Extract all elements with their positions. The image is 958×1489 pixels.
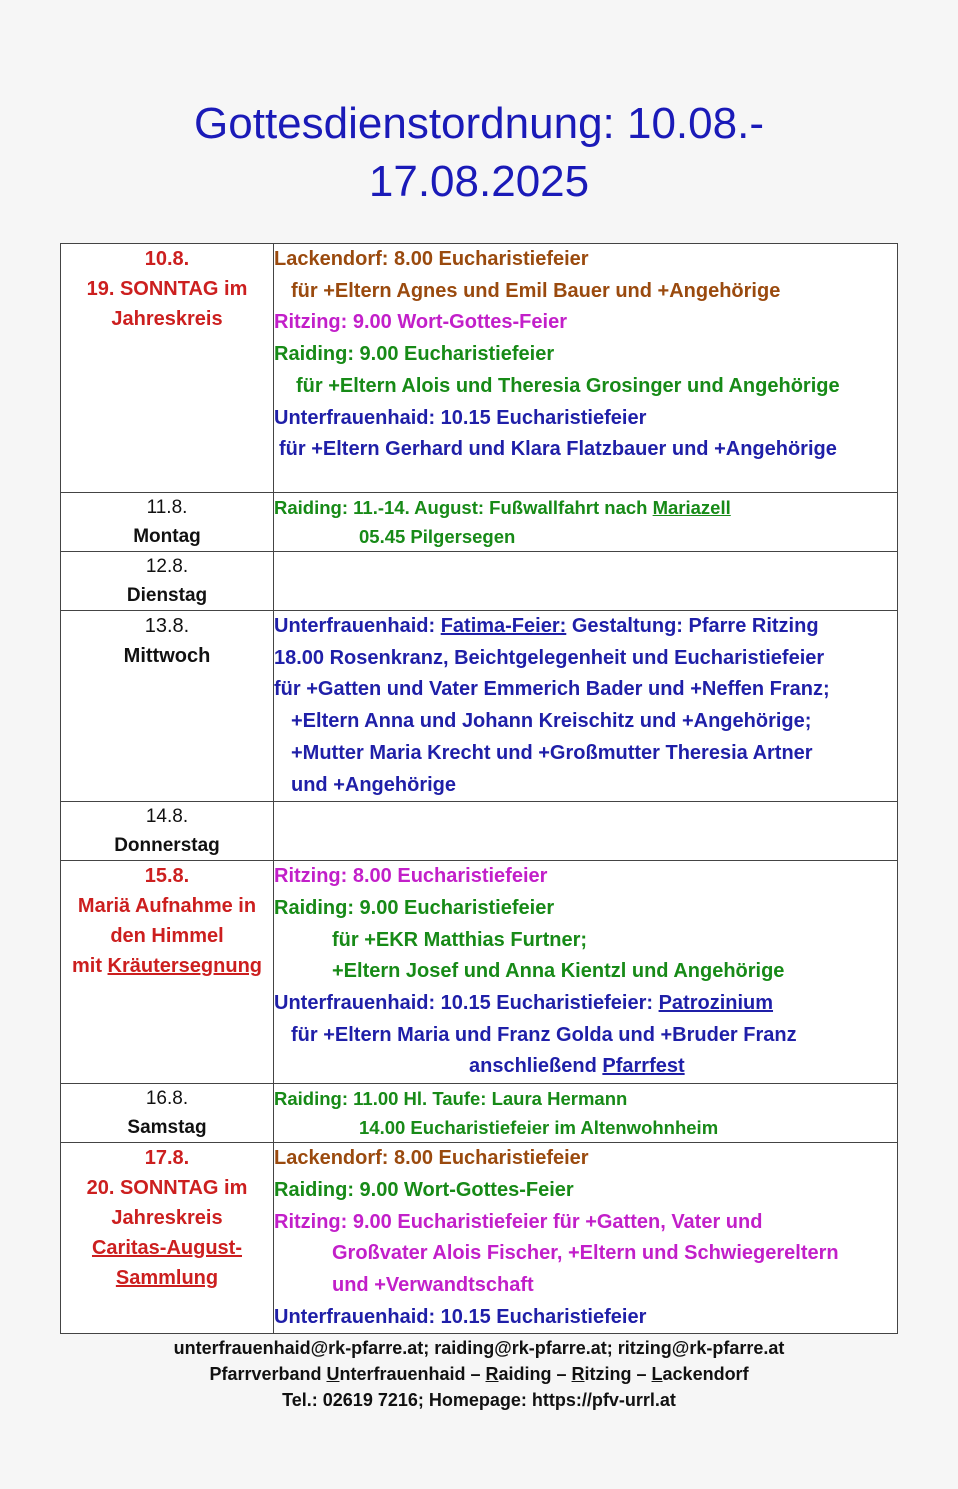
day-name: [61, 1263, 273, 1293]
footer-initial: L: [651, 1364, 663, 1384]
event-line: +Eltern Anna und Johann Kreischitz und +Angehörige;: [291, 710, 812, 733]
event-line: +Eltern Josef und Anna Kientzl und Angehörige: [332, 960, 785, 983]
event-line: für +Gatten und Vater Emmerich Bader und +Neffen Franz;: [274, 678, 830, 701]
day-name: Jahreskreis: [111, 308, 223, 330]
footer-emails[interactable]: unterfrauenhaid@rk-pfarre.at; raiding@rk-pfarre.at; ritzing@rk-pfarre.at: [173, 1338, 785, 1358]
events-cell: [274, 611, 898, 802]
day-weekday: Donnerstag: [114, 835, 220, 857]
event-line: Unterfrauenhaid: 10.15 Eucharistiefeier: [274, 406, 647, 429]
day-date: 11.8.: [146, 497, 188, 518]
event-line: [274, 1051, 897, 1083]
page-title: [0, 95, 958, 211]
event-text: Raiding: 11.-14. August: Fußwallfahrt nach: [274, 497, 648, 518]
event-line: Raiding: 11.00 Hl. Taufe: Laura Hermann: [274, 1088, 628, 1110]
day-date: 12.8.: [145, 556, 189, 577]
day-date: 13.8.: [144, 615, 190, 637]
day-date: 14.8.: [145, 806, 189, 828]
pfarrfest-link[interactable]: Pfarrfest: [602, 1055, 685, 1078]
day-date: 16.8.: [145, 1088, 189, 1110]
table-row: [61, 611, 898, 802]
event-line: [274, 611, 897, 643]
event-line: für +Eltern Maria und Franz Golda und +Bruder Franz: [291, 1023, 797, 1046]
table-row: [61, 493, 898, 552]
table-row: [61, 1084, 898, 1143]
day-cell: [61, 802, 274, 861]
footer-text: itzing –: [584, 1364, 652, 1384]
footer-pfarrverband: [0, 1361, 958, 1387]
event-line: Raiding: 9.00 Wort-Gottes-Feier: [274, 1178, 574, 1201]
day-name: den Himmel: [110, 925, 224, 948]
event-line: für +Eltern Alois und Theresia Grosinger und Angehörige: [296, 374, 840, 397]
day-date: 17.8.: [144, 1147, 190, 1170]
day-weekday: Montag: [133, 526, 201, 547]
day-cell: [61, 552, 274, 611]
table-row: [61, 861, 898, 1084]
day-date: 10.8.: [144, 248, 190, 270]
table-row: [61, 802, 898, 861]
day-name: Jahreskreis: [111, 1207, 223, 1230]
table-row: [61, 1143, 898, 1334]
caritas-link[interactable]: Caritas-August-: [91, 1237, 242, 1260]
event-line: und +Angehörige: [291, 773, 456, 796]
day-name: [61, 951, 273, 981]
fatima-feier-link[interactable]: Fatima-Feier:: [440, 615, 567, 637]
table-row: [61, 552, 898, 611]
event-line: Ritzing: 9.00 Wort-Gottes-Feier: [274, 311, 567, 334]
event-line: 18.00 Rosenkranz, Beichtgelegenheit und Eucharistiefeier: [274, 646, 825, 669]
event-line: 05.45 Pilgersegen: [359, 526, 516, 547]
event-line: Ritzing: 9.00 Eucharistiefeier für +Gatten, Vater und: [274, 1210, 763, 1233]
event-text: anschließend: [469, 1055, 597, 1078]
footer-initial: R: [571, 1364, 585, 1384]
event-line: +Mutter Maria Krecht und +Großmutter Theresia Artner: [291, 741, 813, 764]
footer-text: Pfarrverband: [209, 1364, 327, 1384]
event-line: Raiding: 9.00 Eucharistiefeier: [274, 343, 555, 366]
kraeutersegnung-link[interactable]: Kräutersegnung: [107, 955, 263, 978]
events-cell: [274, 1084, 898, 1143]
footer: [0, 1335, 958, 1413]
events-cell: [274, 861, 898, 1084]
day-name: 19. SONNTAG im: [86, 278, 248, 300]
title-line-2: 17.08.2025: [368, 157, 590, 206]
event-text: Gestaltung: Pfarre Ritzing: [571, 615, 819, 637]
day-cell: [61, 861, 274, 1084]
day-cell: [61, 611, 274, 802]
day-weekday: Dienstag: [126, 585, 208, 606]
day-name: 20. SONNTAG im: [86, 1177, 248, 1200]
footer-text: ackendorf: [662, 1364, 749, 1384]
event-line: Großvater Alois Fischer, +Eltern und Schwiegereltern: [332, 1242, 839, 1265]
footer-text: nterfrauenhaid –: [339, 1364, 486, 1384]
event-line: [274, 493, 897, 522]
event-line: Raiding: 9.00 Eucharistiefeier: [274, 896, 555, 919]
event-line: für +Eltern Agnes und Emil Bauer und +Angehörige: [291, 279, 781, 302]
footer-text: aiding –: [498, 1364, 572, 1384]
day-cell: [61, 493, 274, 552]
event-line: [274, 988, 897, 1020]
event-line: Lackendorf: 8.00 Eucharistiefeier: [274, 248, 589, 270]
events-cell: [274, 552, 898, 611]
schedule-table: [60, 243, 898, 1334]
event-line: Ritzing: 8.00 Eucharistiefeier: [274, 865, 548, 888]
mariazell-link[interactable]: Mariazell: [652, 497, 731, 518]
caritas-link[interactable]: Sammlung: [115, 1267, 219, 1290]
events-cell: [274, 244, 898, 493]
day-weekday: Mittwoch: [123, 645, 211, 667]
day-date: 15.8.: [144, 865, 190, 888]
event-line: 14.00 Eucharistiefeier im Altenwohnheim: [359, 1117, 719, 1139]
event-line: Lackendorf: 8.00 Eucharistiefeier: [274, 1147, 589, 1170]
event-line: für +Eltern Gerhard und Klara Flatzbauer und +Angehörige: [279, 438, 837, 461]
day-cell: [61, 1084, 274, 1143]
patrozinium-link[interactable]: Patrozinium: [658, 992, 774, 1015]
events-cell: [274, 493, 898, 552]
table-row: [61, 244, 898, 493]
footer-contact[interactable]: Tel.: 02619 7216; Homepage: https://pfv-urrl.at: [282, 1390, 676, 1410]
event-line: Unterfrauenhaid: 10.15 Eucharistiefeier: [274, 1305, 647, 1328]
events-cell: [274, 802, 898, 861]
events-cell: [274, 1143, 898, 1334]
event-line: für +EKR Matthias Furtner;: [332, 928, 588, 951]
event-line: und +Verwandtschaft: [332, 1273, 534, 1296]
day-weekday: Samstag: [127, 1117, 207, 1139]
day-name: Mariä Aufnahme in: [77, 895, 257, 918]
day-cell: [61, 244, 274, 493]
day-name-text: mit: [71, 955, 102, 978]
day-cell: [61, 1143, 274, 1334]
footer-initial: U: [326, 1364, 340, 1384]
footer-initial: R: [485, 1364, 499, 1384]
title-line-1: Gottesdienstordnung: 10.08.-: [194, 99, 764, 148]
event-text: Unterfrauenhaid: 10.15 Eucharistiefeier:: [274, 992, 654, 1015]
event-text: Unterfrauenhaid:: [274, 615, 436, 637]
